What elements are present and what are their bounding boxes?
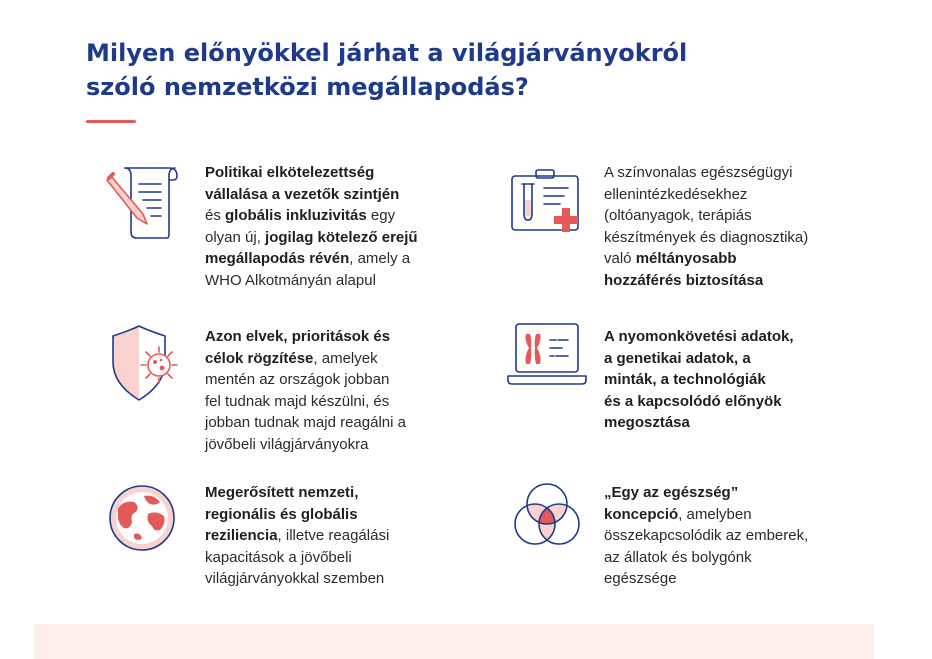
page-title (86, 36, 786, 104)
venn-diagram-icon (506, 476, 588, 558)
benefit-text: Azon elvek, prioritások és célok rögzítése, amelyek mentén az országok jobban fel tudnak majd készülni, és jobban tudnak majd reagálni a jövőbeli világjárványokra (205, 328, 406, 453)
shield-virus-icon (103, 322, 185, 404)
globe-icon (104, 478, 186, 560)
benefit-text: Megerősített nemzeti, regionális és globális reziliencia, illetve reagálási kapacitások a jövőbeli világjárványokkal szemben (205, 484, 390, 587)
title-line-1: Milyen előnyökkel járhat a világjárványokról (86, 39, 688, 67)
document-pen-icon (103, 160, 185, 242)
benefit-text: A színvonalas egészségügyi ellenintézkedésekhez (oltóanyagok, terápiás készítmények és diagnosztika) való méltányosabb hozzáférés biztosítása (604, 164, 809, 289)
title-line-2: szóló nemzetközi megállapodás? (86, 73, 529, 101)
footer-band (34, 624, 874, 659)
benefit-text: A nyomonkövetési adatok, a genetikai adatok, a minták, a technológiák és a kapcsolódó előnyök megosztása (604, 328, 794, 431)
benefit-text: Politikai elkötelezettség vállalása a vezetők szintjén és globális inkluzivitás egy olyan új, jogilag kötelező erejű megállapodás révén, amely a WHO Alkotmányán alapul (205, 164, 418, 289)
benefit-text: „Egy az egészség” koncepció, amelyben összekapcsolódik az emberek, az állatok és bolygónk egészsége (604, 484, 809, 587)
medical-clipboard-icon (506, 160, 588, 242)
title-underline (86, 120, 136, 123)
laptop-chromosome-icon (506, 318, 588, 400)
